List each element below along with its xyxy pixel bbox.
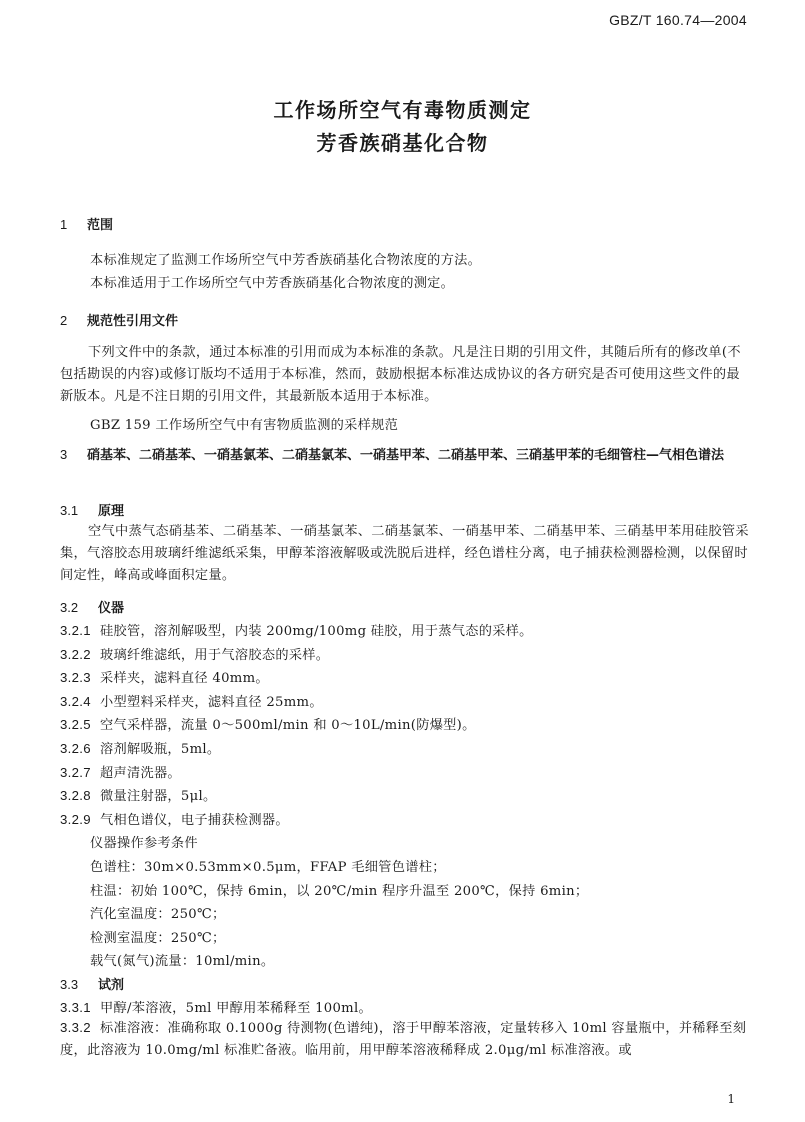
item-text: 甲醇/苯溶液，5ml 甲醇用苯稀释至 100ml。	[100, 1001, 372, 1016]
item-number: 3.2.5	[60, 717, 91, 732]
reference-item: GBZ 159 工作场所空气中有害物质监测的采样规范	[90, 418, 399, 433]
section-title: 试剂	[98, 978, 125, 993]
item-text: 小型塑料采样夹，滤料直径 25mm。	[100, 695, 323, 710]
list-item	[60, 785, 217, 804]
item-text: 硅胶管，溶剂解吸型，内装 200mg/100mg 硅胶，用于蒸气态的采样。	[100, 624, 533, 639]
condition-line: 柱温：初始 100℃，保持 6min，以 20℃/min 程序升温至 200℃，保持 6min；	[90, 884, 589, 899]
section-3-2-heading	[60, 597, 124, 616]
condition-line: 色谱柱：30m×0.53mm×0.5μm，FFAP 毛细管色谱柱；	[90, 860, 446, 875]
section-title: 范围	[87, 218, 114, 233]
condition-line: 载气(氮气)流量：10ml/min。	[90, 954, 275, 969]
item-text: 标准溶液：准确称取 0.1000g 待测物(色谱纯)，溶于甲醇苯溶液，定量转移入 10ml 容量瓶中，并稀释至刻度，此溶液为 10.0mg/ml 标准贮备液。临用前，用甲醇苯溶液稀释成 2.0μg/ml 标准溶液。或	[60, 1021, 747, 1058]
item-number: 3.3.2	[60, 1020, 91, 1035]
item-text: 超声清洗器。	[100, 766, 181, 781]
paragraph: 下列文件中的条款，通过本标准的引用而成为本标准的条款。凡是注日期的引用文件，其随后所有的修改单(不包括勘误的内容)或修订版均不适用于本标准，然而，鼓励根据本标准达成协议的各方研究是否可使用这些文件的最新版本。凡是不注日期的引用文件，其最新版本适用于本标准。	[60, 345, 741, 404]
section-number: 3	[60, 447, 68, 462]
condition-line: 汽化室温度：250℃；	[90, 907, 226, 922]
list-item	[60, 809, 289, 828]
section-number: 3.3	[60, 977, 79, 992]
list-item	[60, 667, 269, 686]
list-item	[60, 738, 220, 757]
section-number: 3.2	[60, 600, 79, 615]
item-number: 3.2.3	[60, 670, 91, 685]
paragraph: 空气中蒸气态硝基苯、二硝基苯、一硝基氯苯、二硝基氯苯、一硝基甲苯、二硝基甲苯、三硝基甲苯用硅胶管采集，气溶胶态用玻璃纤维滤纸采集，甲醇苯溶液解吸或洗脱后进样，经色谱柱分离，电子捕获检测器检测，以保留时间定性，峰高或峰面积定量。	[60, 524, 749, 583]
document-title: 工作场所空气有毒物质测定	[273, 98, 532, 122]
page-number: 1	[727, 1092, 735, 1106]
section-title: 仪器	[98, 601, 125, 616]
item-number: 3.2.6	[60, 741, 91, 756]
section-number: 3.1	[60, 503, 79, 518]
list-item	[60, 691, 323, 710]
list-item	[60, 620, 533, 639]
section-2-heading	[60, 310, 178, 329]
list-item	[60, 1017, 750, 1062]
item-number: 3.2.8	[60, 788, 91, 803]
item-number: 3.3.1	[60, 1000, 91, 1015]
section-number: 1	[60, 217, 68, 232]
item-number: 3.2.2	[60, 647, 91, 662]
section-number: 2	[60, 313, 68, 328]
item-text: 气相色谱仪，电子捕获检测器。	[100, 813, 289, 828]
item-text: 玻璃纤维滤纸，用于气溶胶态的采样。	[100, 648, 330, 663]
item-text: 微量注射器，5μl。	[100, 789, 217, 804]
item-number: 3.2.9	[60, 812, 91, 827]
list-item	[60, 714, 476, 733]
paragraph: 本标准规定了监测工作场所空气中芳香族硝基化合物浓度的方法。	[90, 253, 482, 268]
section-3-heading	[60, 444, 750, 467]
paragraph: 本标准适用于工作场所空气中芳香族硝基化合物浓度的测定。	[90, 276, 455, 291]
list-item	[60, 762, 181, 781]
section-title: 硝基苯、二硝基苯、一硝基氯苯、二硝基氯苯、一硝基甲苯、二硝基甲苯、三硝基甲苯的毛细管柱—气相色谱法	[87, 448, 725, 463]
item-text: 采样夹，滤料直径 40mm。	[100, 671, 269, 686]
standard-code: GBZ/T 160.74—2004	[609, 12, 747, 28]
section-1-heading	[60, 214, 113, 233]
list-item	[60, 644, 329, 663]
section-3-1-heading	[60, 500, 124, 519]
item-number: 3.2.1	[60, 623, 91, 638]
document-subtitle: 芳香族硝基化合物	[316, 131, 489, 155]
item-text: 溶剂解吸瓶，5ml。	[100, 742, 221, 757]
item-text: 空气采样器，流量 0～500ml/min 和 0～10L/min(防爆型)。	[100, 718, 476, 733]
item-number: 3.2.7	[60, 765, 91, 780]
section-3-3-heading	[60, 974, 124, 993]
section-title: 原理	[98, 504, 125, 519]
condition-line: 仪器操作参考条件	[90, 836, 198, 851]
condition-line: 检测室温度：250℃；	[90, 931, 226, 946]
section-title: 规范性引用文件	[87, 314, 179, 329]
item-number: 3.2.4	[60, 694, 91, 709]
list-item	[60, 997, 372, 1016]
